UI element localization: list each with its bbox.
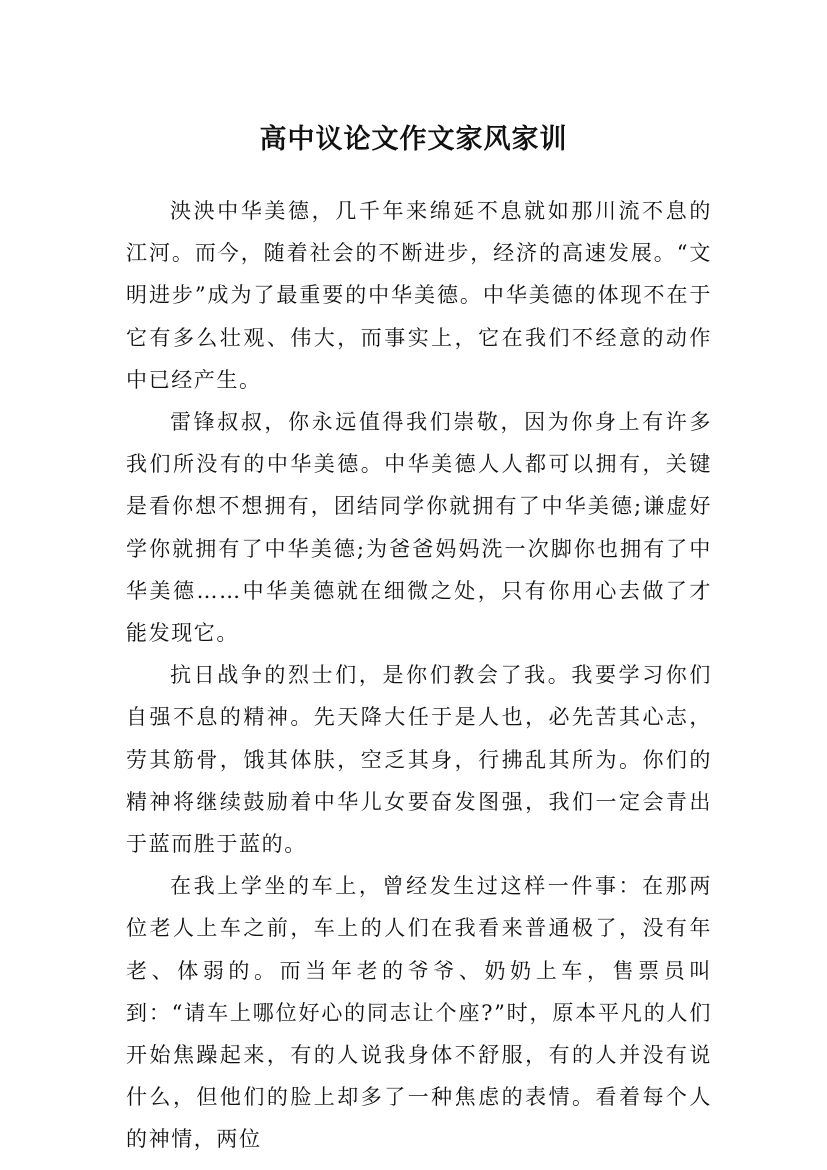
paragraph: 在我上学坐的车上，曾经发生过这样一件事：在那两位老人上车之前，车上的人们在我看来普通极了，没有年老、体弱的。而当年老的爷爷、奶奶上车，售票员叫到：“请车上哪位好心的同志让个座?”时，原本平凡的人们开始焦躁起来，有的人说我身体不舒服，有的人并没有说什么，但他们的脸上却多了一种焦虑的表情。看着每个人的神情，两位 bbox=[126, 874, 712, 1152]
paragraph: 抗日战争的烈士们，是你们教会了我。我要学习你们自强不息的精神。先天降大任于是人也，必先苦其心志，劳其筋骨，饿其体肤，空乏其身，行拂乱其所为。你们的精神将继续鼓励着中华儿女要奋发图强，我们一定会青出于蓝而胜于蓝的。 bbox=[126, 663, 712, 857]
document-body bbox=[126, 190, 712, 1161]
document-title: 高中议论文作文家风家训 bbox=[259, 124, 568, 156]
paragraph: 雷锋叔叔，你永远值得我们崇敬，因为你身上有许多我们所没有的中华美德。中华美德人人都可以拥有，关键是看你想不想拥有，团结同学你就拥有了中华美德;谦虚好学你就拥有了中华美德;为爸爸妈妈洗一次脚你也拥有了中华美德……中华美德就在细微之处，只有你用心去做了才能发现它。 bbox=[126, 410, 712, 646]
paragraph: 泱泱中华美德，几千年来绵延不息就如那川流不息的江河。而今，随着社会的不断进步，经济的高速发展。“文明进步”成为了最重要的中华美德。中华美德的体现不在于它有多么壮观、伟大，而事实上，它在我们不经意的动作中已经产生。 bbox=[126, 199, 712, 392]
